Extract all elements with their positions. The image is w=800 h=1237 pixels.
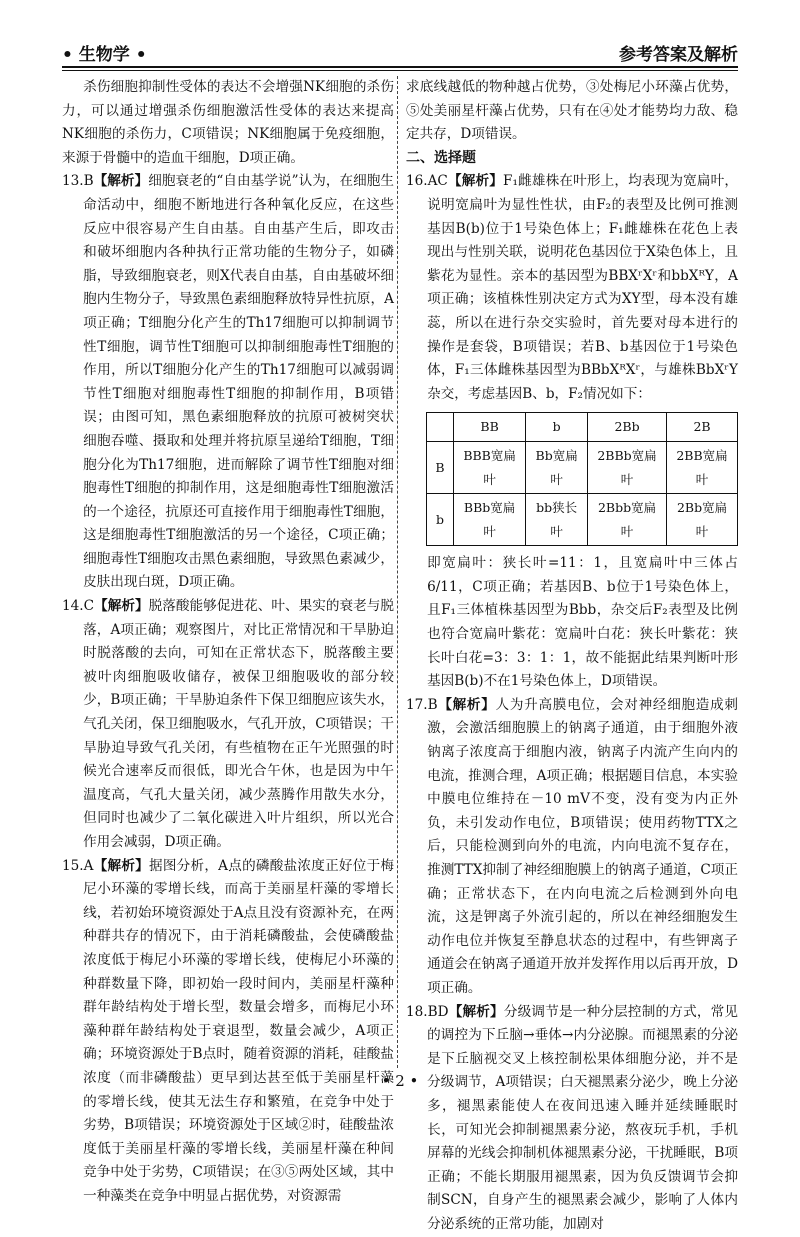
table-cell: BBB宽扁叶	[454, 441, 526, 493]
table-cell: 2BB宽扁叶	[667, 441, 738, 493]
right-column	[406, 76, 738, 1237]
table-cell: 2Bb宽扁叶	[667, 494, 738, 546]
header-rule-thin	[62, 70, 738, 71]
table-cell: 2BBb宽扁叶	[588, 441, 667, 493]
table-cell: BB	[454, 413, 526, 442]
subject-title: • 生物学 •	[62, 45, 147, 65]
answer-text: 据图分析，A点的磷酸盐浓度正好位于梅尼小环藻的零增长线，而高于美丽星杆藻的零增长线，若初始环境资源处于A点且没有资源补充，在两种群共存的情况下，由于消耗磷酸盐，会使磷酸盐浓度低于梅尼小环藻的零增长线，使梅尼小环藻的种群数量下降，即初始一段时间内，美丽星杆藻种群年龄结构处于增长型，数量会增多，而梅尼小环藻种群年龄结构处于衰退型，数量会减少，A项正确；环境资源处于B点时，随着资源的消耗，硅酸盐浓度（而非磷酸盐）更早到达甚至低于美丽星杆藻的零增长线，使其无法生存和繁殖，在竞争中处于劣势，B项错误；环境资源处于区域②时，硅酸盐浓度低于美丽星杆藻的零增长线，美丽星杆藻在种间竞争中处于劣势，C项错误；在③⑤两处区域，其中一种藻类在竞争中明显占据优势，对资源需	[83, 857, 394, 1204]
table-cell: B	[427, 441, 454, 493]
table-cell: 2Bb	[588, 413, 667, 442]
answer-14	[62, 595, 394, 855]
table-cell: b	[427, 494, 454, 546]
answer-text: F₁雌雄株在叶形上，均表现为宽扁叶，说明宽扁叶为显性性状，由F₂的表型及比例可推测基因B(b)位于1号染色体上；F₁雌雄株在花色上表现出与性别关联，说明花色基因位于X染色体上，且紫花为显性。亲本的基因型为BBXʳXʳ和bbXᴿY，A项正确；该植株性别决定方式为XY型，母本没有雄蕊，所以在进行杂交实验时，首先要对母本进行的操作是套袋，B项错误；若B、b基因位于1号染色体，F₁三体雌株基因型为BBbXᴿXʳ，与雄株BbXʳY杂交，考虑基因B、b，F₂情况如下：	[427, 173, 738, 402]
table-header-row	[427, 413, 738, 442]
answer-text: 人为升高膜电位，会对神经细胞造成刺激，会激活细胞膜上的钠离子通道，由于细胞外液钠离子浓度高于细胞内液，钠离子内流产生向内的电流，推测合理，A项正确；根据题目信息，本实验中膜电位维持在－10 mV不变，没有变为内正外负，未引发动作电位，B项错误；使用药物TTX之后，只能检测到向外的电流，内向电流不复存在，推测TTX抑制了神经细胞膜上的钠离子通道，C项正确；正常状态下，在内向电流之后检测到外向电流，这是钾离子外流引起的，所以在神经细胞发生动作电位并恢复至静息状态的过程中，有些钾离子通道会在钠离子通道开放并发挥作用以后再开放，D项正确。	[427, 696, 739, 996]
answer-text: 细胞衰老的“自由基学说”认为，在细胞生命活动中，细胞不断地进行各种氧化反应，在这些反应中很容易产生自由基。自由基产生后，即攻击和破坏细胞内各种执行正常功能的生物分子，如磷脂，导致细胞衰老，则X代表自由基，自由基破坏细胞内生物分子，导致黑色素细胞释放特异性抗原，A项正确；T细胞分化产生的Th17细胞可以抑制调节性T细胞，调节性T细胞可以抑制细胞毒性T细胞的作用，所以T细胞分化产生的Th17细胞可以减弱调节性T细胞对细胞毒性T细胞的抑制作用，B项错误；由图可知，黑色素细胞释放的抗原可被树突状细胞吞噬、摄取和处理并将抗原呈递给T细胞，T细胞分化为Th17细胞，进而解除了调节性T细胞对细胞毒性T细胞的抑制作用，这是细胞毒性T细胞激活的一个途径，抗原还可直接作用于细胞毒性T细胞，这是细胞毒性T细胞激活的另一个途径，C项正确；细胞毒性T细胞攻击黑色素细胞，导致黑色素减少，皮肤出现白斑，D项正确。	[83, 173, 395, 591]
section-heading: 二、选择题	[406, 149, 476, 166]
answer-text: 分级调节是一种分层控制的方式，常见的调控为下丘脑→垂体→内分泌腺。而褪黑素的分泌是下丘脑视交叉上核控制松果体细胞分泌，并不是分级调节，A项错误；白天褪黑素分泌少，晚上分泌多，褪黑素能使人在夜间迅速入睡并延续睡眠时长，可知光会抑制褪黑素分泌，熬夜玩手机，手机屏幕的光线会抑制机体褪黑素分泌，干扰睡眠，B项正确；不能长期服用褪黑素，因为负反馈调节会抑制SCN，自身产生的褪黑素会减少，影响了人体内分泌系统的正常功能，加剧对	[427, 1003, 739, 1232]
question-number: 17.B	[406, 696, 438, 713]
answer-13	[62, 170, 394, 595]
table-cell: 2B	[667, 413, 738, 442]
analysis-tag: 【解析】	[447, 173, 504, 190]
answer-15	[62, 855, 394, 1209]
analysis-tag: 【解析】	[437, 696, 496, 713]
question-number: 16.AC	[406, 173, 448, 190]
answer-18	[406, 1001, 738, 1237]
table-cell	[427, 413, 454, 442]
analysis-tag: 【解析】	[93, 173, 149, 190]
table-cell: b	[526, 413, 588, 442]
answer-continuation: 求底线越低的物种越占优势，③处梅尼小环藻占优势，⑤处美丽星杆藻占优势，只有在④处才能势均力敌、稳定共存，D项错误。	[406, 79, 738, 143]
table-cell: BBb宽扁叶	[454, 494, 526, 546]
left-column	[62, 76, 394, 1209]
table-row	[427, 441, 738, 493]
analysis-tag: 【解析】	[93, 857, 150, 874]
answer-16-continued: 即宽扁叶：狭长叶=11：1，且宽扁叶中三体占6/11，C项正确；若基因B、b位于1号染色体上，且F₁三体植株基因型为Bbb，杂交后F₂表型及比例也符合宽扁叶紫花：宽扁叶白花：狭长叶紫花：狭长叶白花=3：3：1：1，故不能据此结果判断叶形基因B(b)不在1号染色体上，D项错误。	[427, 555, 738, 690]
question-number: 14.C	[62, 598, 95, 615]
table-cell: bb狭长叶	[526, 494, 588, 546]
page-number: • 2 •	[381, 1072, 419, 1090]
question-number: 18.BD	[406, 1003, 449, 1020]
analysis-tag: 【解析】	[448, 1003, 504, 1020]
question-number: 13.B	[62, 173, 94, 190]
genotype-table	[426, 412, 738, 546]
table-cell: 2Bbb宽扁叶	[588, 494, 667, 546]
header-rule	[62, 66, 738, 68]
table-row	[427, 494, 738, 546]
column-divider	[397, 76, 398, 1068]
analysis-tag: 【解析】	[94, 598, 149, 615]
answer-text: 脱落酸能够促进花、叶、果实的衰老与脱落，A项正确；观察图片，对比正常情况和干旱胁迫时脱落酸的去向，可知在正常状态下，脱落酸主要被叶肉细胞吸收储存，被保卫细胞吸收的部分较少，B项正确；干旱胁迫条件下保卫细胞应该失水，气孔关闭，保卫细胞吸水，气孔开放，C项错误；干旱胁迫导致气孔关闭，有些植物在正午光照强的时候光合速率反而很低，即光合午休，也是因为中午温度高，气孔大量关闭，减少蒸腾作用散失水分，但同时也减少了二氧化碳进入叶片组织，所以光合作用会减弱，D项正确。	[83, 598, 395, 850]
section-title: 参考答案及解析	[619, 45, 738, 65]
answer-17	[406, 694, 738, 1001]
answer-continuation: 杀伤细胞抑制性受体的表达不会增强NK细胞的杀伤力，可以通过增强杀伤细胞激活性受体的表达来提高NK细胞的杀伤力，C项错误；NK细胞属于免疫细胞，来源于骨髓中的造血干细胞，D项正确。	[62, 79, 394, 166]
table-cell: Bb宽扁叶	[526, 441, 588, 493]
question-number: 15.A	[62, 857, 94, 874]
answer-16	[406, 170, 738, 406]
